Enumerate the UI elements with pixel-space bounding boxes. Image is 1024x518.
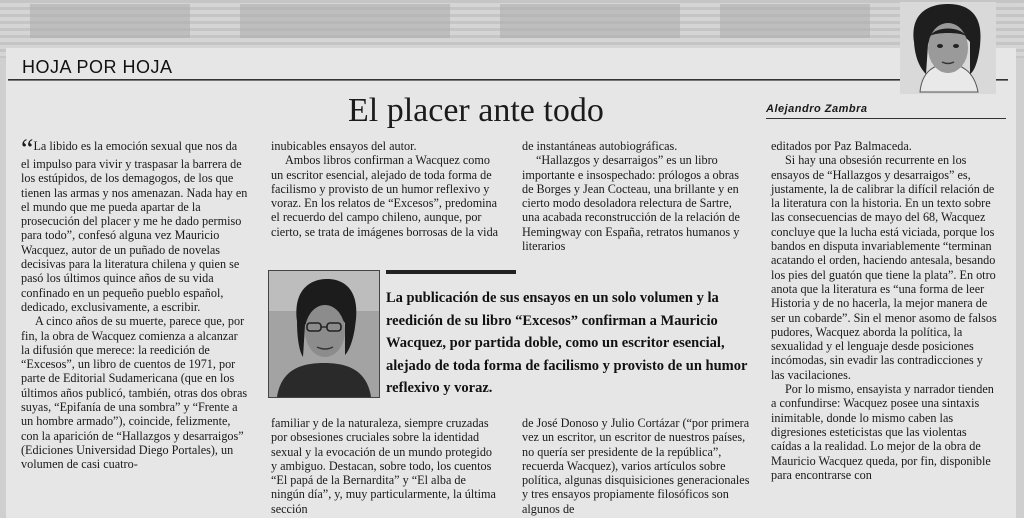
pullquote: La publicación de sus ensayos en un solo volumen y la reedición de su libro “Excesos” confirman a Mauricio Wacquez, por partida doble, como un escritor esencial, alejado de toda forma de facilismo y provisto de un humor reflexivo y voraz. [386,290,748,396]
paragraph: Por lo mismo, ensayista y narrador tienden a confundirse: Wacquez posee una sintaxis inimitable, donde lo mismo caben las digresiones esteticistas que las violentas caídas a la realidad. Lo mejor de la obra de Mauricio Wacquez queda, por fin, disponible para encontrarse con [771,382,994,482]
byline-rule [766,118,1006,119]
author-photo-image [269,271,379,397]
author-portrait [900,2,996,94]
opening-quote: “ [21,134,34,165]
paragraph: A cinco años de su muerte, parece que, por fin, la obra de Wacquez comienza a alcanzar la difusión que merece: la reedición de “Excesos”, un libro de cuentos de 1971, por parte de Editorial Sudamericana (que en los últimos años publicó, también, otras dos obras suyas, “Epifanía de una sombra” y “Frente a un hombre armado”), coincide, felizmente, con la aparición de “Hallazgos y desarraigos” (Ediciones Universidad Diego Portales), un volumen de casi cuatro- [21,314,248,472]
background-text-block [240,4,450,38]
paragraph: de instantáneas autobiográficas. [522,139,678,153]
article-column-3-top [522,139,750,253]
paragraph: Si hay una obsesión recurrente en los ensayos de “Hallazgos y desarraigos” es, justamente, la de calibrar la difícil relación de la literatura con la historia. En un texto sobre las consecuencias de mayo del 68, Wacquez concluye que la lucha está viciada, porque los bandos en disputa invariablemente “terminan acatando el orden, haciendo antesala, besando los pies del guatón que tiene la plata”. En otro anota que la literatura es “una forma de leer Historia y de no hacerla, la mejor manera de ser un cobarde”. Sin el menor asomo de falsos pudores, Wacquez aborda la política, la sexualidad y el lenguaje desde posiciones incómodas, sin evadir las contradicciones y las vacilaciones. [771,153,997,382]
paragraph: Ambos libros confirman a Wacquez como un escritor esencial, alejado de toda forma de facilismo y provisto de un humor reflexivo y voraz. En los relatos de “Excesos”, predomina el recuerdo del campo chileno, aunque, por cierto, se trata de imágenes borrosas de la vida [271,153,499,239]
section-name: HOJA POR HOJA [22,57,173,77]
article-column-2-bottom [271,416,499,516]
author-byline: Alejandro Zambra [766,103,868,115]
article-column-3-bottom [522,416,750,516]
paragraph: familiar y de la naturaleza, siempre cruzadas por obsesiones cruciales sobre la identidad sexual y la evocación de un mundo protegido y ambiguo. Destacan, sobre todo, los cuentos “El papá de la Bernardita” y “El alba de ningún día”, y, muy particularmente, la última sección [271,416,496,516]
paragraph: “Hallazgos y desarraigos” es un libro importante e insospechado: prólogos a obras de Borges y Jean Cocteau, una brillante y en cierto modo desoladora relectura de Sartre, una acabada reconstrucción de la relación de Hemingway con España, retratos humanos y literarios [522,153,740,254]
article-column-4 [771,139,999,482]
article-title: El placer ante todo [348,92,604,129]
background-text-block [30,4,190,38]
paragraph [21,134,249,314]
background-text-block [720,4,870,38]
pullquote-rule [386,270,516,274]
background-text-block [500,4,680,38]
header-rule [8,80,1008,81]
paragraph: editados por Paz Balmaceda. [771,139,912,153]
author-photo [268,270,380,398]
article-column-2-top [271,139,499,239]
paragraph-text: La libido es la emoción sexual que nos da el impulso para vivir y traspasar la barrera de los estúpidos, de los demagogos, de los que tienen las armas y nos amenazan. Nada hay en el mundo que me pueda apartar de la prosecución del placer y me he dado permiso para todo”, confesó alguna vez Mauricio Wacquez, autor de un puñado de novelas decisivas para la literatura chilena y quien se pasó los últimos quince años de su vida confinado en un pequeño pueblo español, dedicado, exclusivamente, a escribir. [21,139,248,314]
paragraph: de José Donoso y Julio Cortázar (“por primera vez un escritor, un escritor de nuestros países, no quería ser presidente de la república”, recuerda Wacquez), varios artículos sobre política, algunas disquisiciones generacionales y tres ensayos propiamente filosóficos son algunos de [522,416,750,516]
paragraph: inubicables ensayos del autor. [271,139,417,153]
article-column-1 [21,134,249,472]
